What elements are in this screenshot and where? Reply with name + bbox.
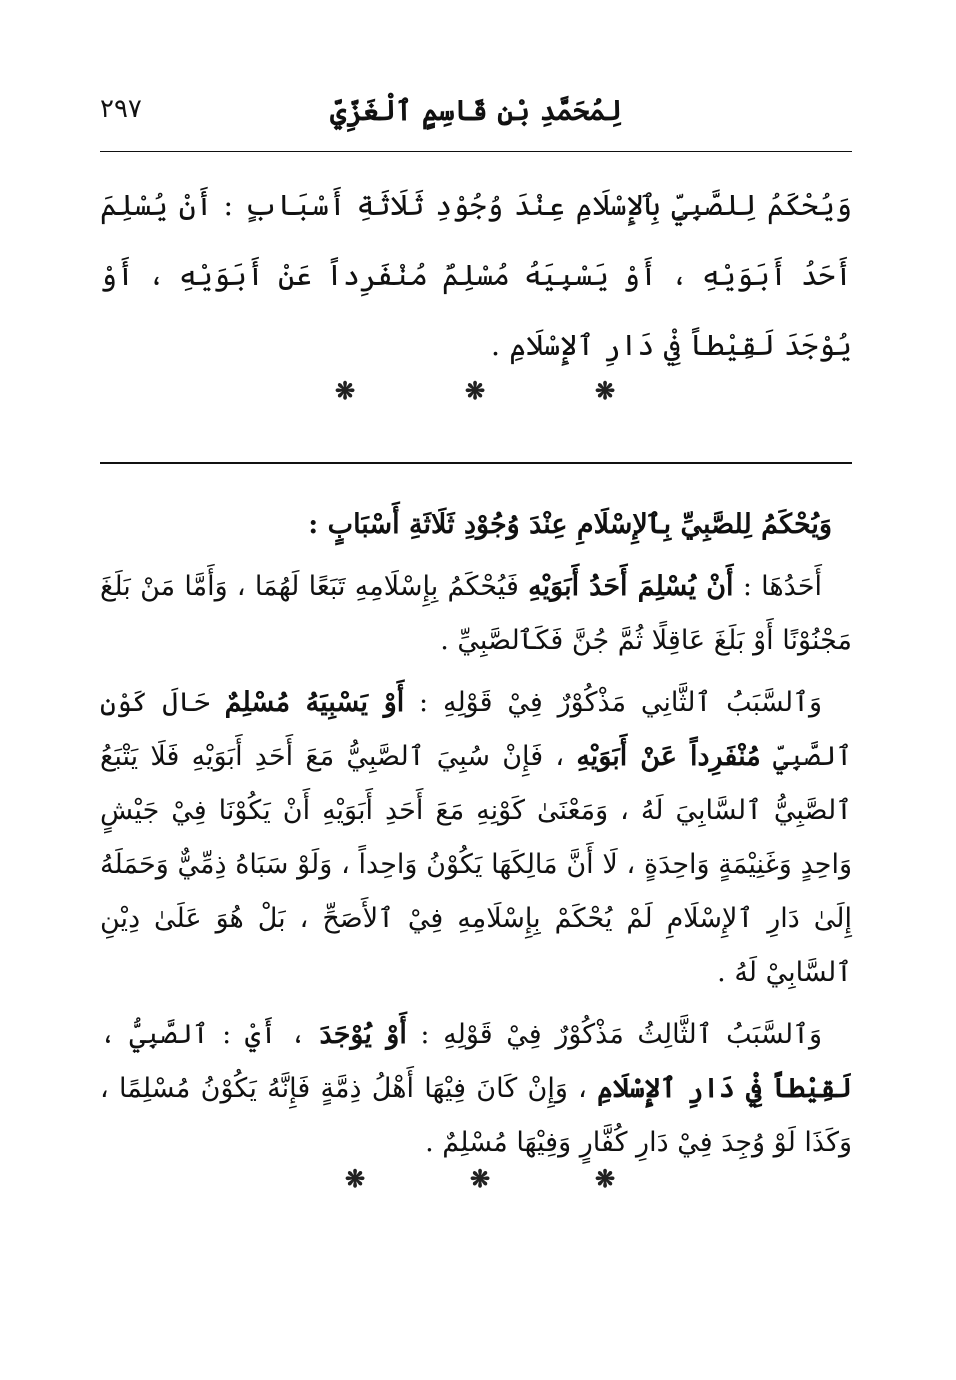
section-separator bbox=[330, 376, 620, 416]
star-ornament: ❋ bbox=[469, 1164, 491, 1193]
quoted-matn: أَوْ يَسْبِيَهُ مُسْلِمٌ bbox=[224, 687, 405, 718]
matn-text: وَيُحْكَمُ لِلصَّبِيِّ بِٱلإِسْلَامِ عِنْدَ وُجُوْدِ ثَلَاثَةِ أَسْبَابٍ : أَنْ يُسْلِمَ أَحَدُ أَبَوَيْهِ ، أَوْ يَسْبِيَهُ مُسْلِمٌ مُنْفَرِداً عَنْ أَبَوَيْهِ ، أَوْ يُوْجَدَ لَقِيْطاً فِيْ دَارِ ٱلإِسْلَامِ . bbox=[100, 188, 852, 362]
star-ornament: ❋ bbox=[464, 376, 486, 405]
star-ornament: ❋ bbox=[334, 376, 356, 405]
quoted-matn: مُنْفَرِداً عَنْ أَبَوَيْهِ bbox=[576, 741, 761, 772]
plain-text: وَٱلسَّبَبُ ٱلثَّانِي مَذْكُوْرٌ فِيْ قَوْلِهِ : bbox=[404, 687, 822, 718]
quoted-matn: لَقِيْطاً فِيْ دَارِ ٱلإِسْلَامِ bbox=[597, 1073, 852, 1104]
star-ornament: ❋ bbox=[594, 376, 616, 405]
star-ornament: ❋ bbox=[344, 1164, 366, 1193]
running-title: لِمُحَمَّدِ بْنِ قَاسِمٍ ٱلْغَزِّيِّ bbox=[330, 94, 622, 127]
section-separator bbox=[340, 1164, 620, 1204]
page-number: ٢٩٧ bbox=[100, 94, 142, 124]
plain-text: ، فَإِنْ سُبِيَ ٱلصَّبِيُّ مَعَ أَحَدِ أَبَوَيْهِ فَلَا يَتْبَعُ ٱلصَّبِيُّ ٱلسَّابِيَ لَهُ ، وَمَعْنَىٰ كَوْنِهِ مَعَ أَحَدِ أَبَوَيْهِ أَنْ يَكُوْنَا فِيْ جَيْشٍ وَاحِدٍ وَغَنِيْمَةٍ وَاحِدَةٍ ، لَا أَنَّ مَالِكَهَا يَكُوْنُ وَاحِداً ، وَلَوْ سَبَاهُ ذِمِّيٌّ وَحَمَلَهُ إِلَىٰ دَارِ ٱلإِسْلَامِ لَمْ يُحْكَمْ بِإِسْلَامِهِ فِيْ ٱلأَصَحِّ ، بَلْ هُوَ عَلَىٰ دِيْنِ ٱلسَّابِيْ لَهُ . bbox=[100, 741, 852, 988]
plain-text: حَالَ كَوْنِ ٱلصَّبِيِّ bbox=[100, 687, 853, 772]
plain-text: وَٱلسَّبَبُ ٱلثَّالِثُ مَذْكُوْرٌ فِيْ قَوْلِهِ : bbox=[406, 1019, 823, 1050]
commentary-paragraph-3 bbox=[100, 1008, 852, 1170]
quoted-matn: أَوْ يُوْجَدَ bbox=[319, 1019, 407, 1050]
plain-text: أَحَدُهَا : bbox=[733, 571, 823, 602]
commentary-block bbox=[100, 498, 852, 1178]
plain-text: فَيُحْكَمُ بِإِسْلَامِهِ تَبَعًا لَهُمَا ، وَأَمَّا مَنْ بَلَغَ مَجْنُوْنًا أَوْ بَلَغَ عَاقِلًا ثُمَّ جُنَّ فَكَٱلصَّبِيِّ . bbox=[100, 571, 852, 656]
plain-text: ، أَيْ : ٱلصَّبِيُّ ، bbox=[100, 1019, 320, 1050]
header-rule bbox=[100, 151, 852, 152]
star-ornament: ❋ bbox=[594, 1164, 616, 1193]
commentary-rule bbox=[100, 462, 852, 464]
page-header bbox=[100, 88, 852, 138]
commentary-paragraph-1 bbox=[100, 560, 852, 668]
commentary-paragraph-2 bbox=[100, 676, 852, 1000]
commentary-heading: وَيُحْكَمُ لِلصَّبِيِّ بِٱلإِسْلَامِ عِنْدَ وُجُوْدِ ثَلَاثَةِ أَسْبَابٍ : bbox=[308, 509, 832, 540]
plain-text: ، وَإِنْ كَانَ فِيْهَا أَهْلُ ذِمَّةٍ فَإِنَّهُ يَكُوْنُ مُسْلِمًا ، وَكَذَا لَوْ وُجِدَ فِيْ دَارِ كُفَّارٍ وَفِيْهَا مُسْلِمٌ . bbox=[100, 1073, 852, 1158]
quoted-matn: أَنْ يُسْلِمَ أَحَدُ أَبَوَيْهِ bbox=[528, 571, 734, 602]
